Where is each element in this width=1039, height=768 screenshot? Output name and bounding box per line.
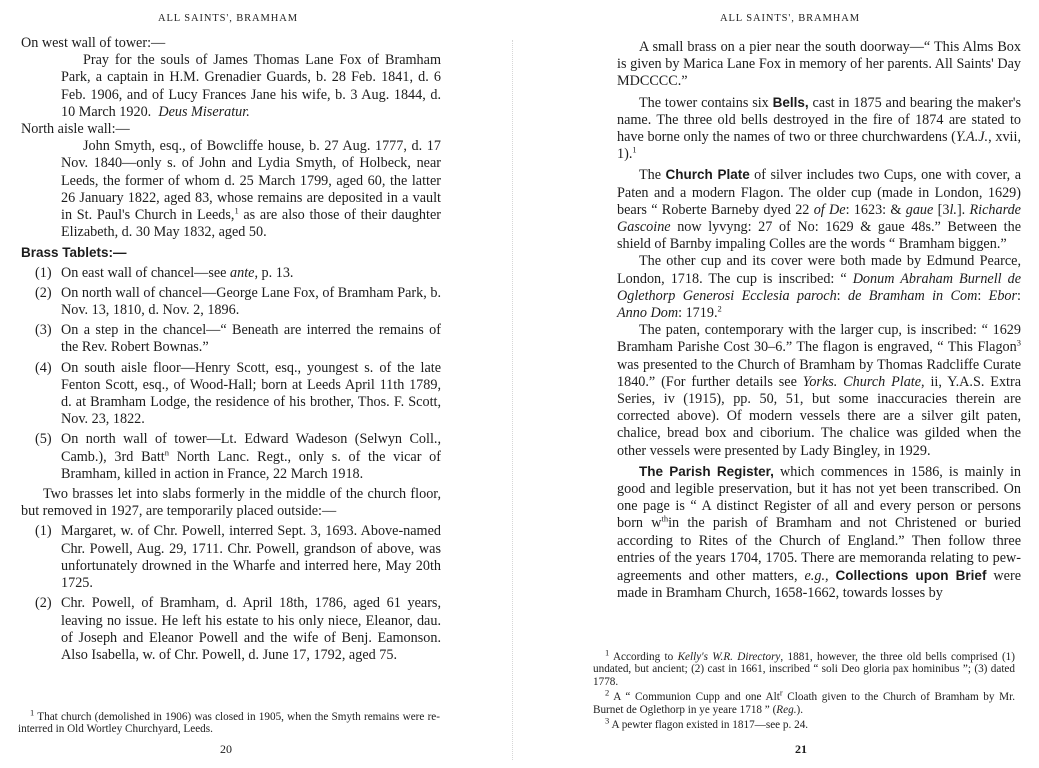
item-text: Chr. Powell, of Bramham, d. April 18th, 1786, aged 61 years, leaving no issue. He left his estate to his only niece, Eleanor, dau. of Joseph and Eleanor Powell and the wife of Benj. Eamonson. Also Isabella, w. of Chr. Powell, d. June 17, 1792, aged 75.: [61, 595, 441, 663]
para-text: ].: [956, 201, 970, 218]
item-number: (1): [35, 264, 52, 281]
para-text: was presented to the Church of Bramham by Thomas Radcliffe Curate 1840.” (For further details see: [617, 356, 1021, 390]
inscription-text: Pray for the souls of James Thomas Lane Fox of Bramham Park, a captain in H.M. Grenadier Guards, b. 28 Feb. 1841, d. 6 Feb. 1906, and of Lucy Frances Jane his wife, b. 3 Aug. 1844, d. 10 March 1920.: [61, 52, 441, 120]
para-italic: Y.A.J.: [955, 129, 989, 146]
footnote-text: ).: [796, 703, 804, 716]
item-text: On a step in the chancel—“ Beneath are interred the remains of the Rev. Robert Bownas.”: [61, 322, 441, 356]
item-text: On east wall of chancel—see: [61, 264, 230, 281]
page-number: 20: [220, 742, 232, 756]
footnote-number: 1: [30, 707, 35, 718]
footnote-text: That church (demolished in 1906) was closed in 1905, when the Smyth remains were re-interred in Old Wortley Churchyard, Leeds.: [18, 711, 440, 736]
para-text: of silver includes two Cups, one with cover, a Paten and a modern Flagon. The older cup (made in London, 1629) bears “ Roberte Barneby dyed 22: [617, 167, 1021, 218]
para-italic: e.g.,: [804, 568, 829, 585]
west-tower-inscription: [21, 52, 441, 121]
item-text: , p. 13.: [254, 264, 294, 281]
alms-box-paragraph: A small brass on a pier near the south doorway—“ This Alms Box is given by Marica Lane Fox in memory of her parents. All Saints' Day MDCCCC.”: [617, 39, 1021, 90]
superscript: r: [779, 687, 783, 698]
item-text: Margaret, w. of Chr. Powell, interred Sept. 3, 1693. Above-named Chr. Powell, Aug. 29, 1711. Chr. Powell, grandson of above, was unfortunately drowned in the Wharfe and interred here, May 20th 1725.: [61, 523, 441, 592]
para-text: The other cup and its cover were both made by Edmund Pearce, London, 1718. The cup is inscribed: “: [617, 253, 1021, 287]
footnote-text: , 1881, however, the three old bells comprised (1) undated, but ancient; (2) cast in 1661, inscribed “ soli Deo gloria pax hominibus ”; (3) dated 1778.: [593, 651, 1015, 688]
para-text: now lyvyng: 27 of No: 1629 & gaue 48s.” Between the shield of Barnby impaling Colles are the words “ Bramham biggen.”: [617, 219, 1021, 253]
north-aisle-inscription: [21, 138, 441, 241]
footnote: [593, 715, 1015, 732]
footnote-text: Cloath given to the Church of Bramham by Mr. Burnet de Oglethorp in ye yeare 1718 ” (: [593, 691, 1015, 716]
north-aisle-heading: North aisle wall:—: [21, 121, 130, 138]
west-tower-heading: On west wall of tower:—: [21, 35, 166, 51]
para-text: The: [639, 167, 666, 184]
para-italic: Donum Abraham Burnell de Oglethorp Generosi Ecclesia paroch: [617, 270, 1021, 304]
parish-register-heading: The Parish Register,: [639, 463, 774, 479]
footnotes: [18, 707, 440, 739]
right-text-block: [617, 39, 1021, 603]
superscript: th: [661, 513, 669, 524]
para-italic: of De: [813, 201, 846, 218]
footnote-italic: Reg.: [776, 703, 797, 716]
para-italic: l.: [949, 201, 957, 218]
slab-item: [21, 523, 441, 592]
item-text: On north wall of tower—Lt. Edward Wadeson (Selwyn Coll., Camb.), 3rd Batt: [61, 431, 441, 465]
para-text: , xvii, 1).: [617, 129, 1021, 163]
bells-heading: Bells,: [772, 94, 809, 110]
church-plate-paragraph: [617, 166, 1021, 253]
para-italic: Richarde Gascoine: [617, 201, 1021, 236]
item-number: (2): [35, 595, 52, 612]
item-number: (5): [35, 431, 52, 448]
footnote: [593, 647, 1015, 688]
para-text: The paten, contemporary with the larger cup, is inscribed: “ 1629 Bramham Parishe Cost 30–6.” The flagon is engraved, “ This Flagon: [617, 322, 1021, 356]
footnote-ref[interactable]: 3: [1016, 337, 1021, 348]
parish-register-paragraph: [617, 463, 1021, 603]
item-number: (2): [35, 284, 52, 301]
footnotes: [593, 647, 1015, 734]
footnote-number: 2: [605, 687, 610, 698]
para-italic: Ebor: [988, 287, 1018, 304]
item-text: North Lanc. Regt., only s. of the vicar of Bramham, killed in action in France, 22 March 1918.: [61, 448, 441, 482]
para-text: :: [836, 287, 848, 304]
para-italic: gaue: [905, 201, 934, 218]
brass-tablet-item: [21, 265, 441, 282]
item-text: On south aisle floor—Henry Scott, esq., youngest s. of the late Fenton Scott, esq., of Wood-Hall; born at Leeds April 11th 1789, d. at Bramham Lodge, the residence of his brother, Thos. F. Scott, Nov. 23, 1822.: [61, 359, 441, 428]
left-text-block: [21, 35, 441, 664]
paten-paragraph: [617, 322, 1021, 460]
brass-tablet-item: [21, 322, 441, 356]
right-page: [520, 0, 1039, 768]
footnote-text: According to: [612, 651, 678, 663]
footnote-ref[interactable]: 1: [234, 205, 239, 216]
para-text: : 1719.: [678, 305, 718, 322]
para-italic: Anno Dom: [617, 305, 679, 322]
brass-tablets-heading: Brass Tablets:—: [21, 245, 127, 261]
para-text: , ii, Y.A.S. Extra Series, iv (1915), pp. 50, 51, but some inaccuracies therein are corrected above). Of modern vessels there are a silver gilt paten, chalice, bread box and ciborium. The chalice was gilded when the other vessels were presented by Lady Bingley, in 1929.: [617, 373, 1021, 459]
para-text: [829, 568, 836, 584]
collections-heading: Collections upon Brief: [835, 568, 987, 584]
brass-tablet-item: [21, 360, 441, 429]
para-text: were made in Bramham Church, 1658-1662, towards losses by: [617, 568, 1021, 602]
brass-tablet-item: [21, 431, 441, 483]
footnote-ref[interactable]: 2: [717, 303, 722, 314]
para-text: [3: [933, 201, 950, 218]
item-italic: ante: [230, 264, 255, 281]
para-text: :: [977, 287, 989, 304]
footnote: [18, 707, 440, 736]
item-text: On north wall of chancel—George Lane Fox, of Bramham Park, b. Nov. 13, 1810, d. Nov. 2, 1896.: [61, 284, 441, 319]
para-italic: de Bramham in Com: [848, 287, 978, 304]
para-text: :: [1017, 287, 1021, 304]
item-number: (1): [35, 523, 52, 540]
footnote-text: A “ Communion Cupp and one Alt: [613, 691, 780, 704]
item-number: (4): [35, 359, 52, 376]
para-text: which commences in 1586, is mainly in good and legible preservation, but it has not yet been transcribed. On one page is “ A distinct Register of all and every person or persons born w: [617, 463, 1021, 532]
footnote-number: 1: [605, 647, 610, 658]
para-text: The tower contains six: [639, 94, 773, 111]
bells-paragraph: [617, 94, 1021, 164]
footnote: [593, 687, 1015, 716]
inscription-text: John Smyth, esq., of Bowcliffe house, b. 27 Aug. 1777, d. 17 Nov. 1840—only s. of John and Lydia Smyth, of Holbeck, near Leeds, the former of whom d. 25 March 1799, aged 60, the latter 26 January 1822, aged 83, whose remains are deposited in a vault in St. Paul's Church in Leeds,: [61, 138, 441, 224]
para-text: : 1623: &: [845, 201, 906, 218]
running-head: ALL SAINTS', BRAMHAM: [720, 13, 860, 24]
item-number: (3): [35, 322, 52, 339]
inscription-italic: Deus Miseratur.: [158, 103, 250, 120]
slabs-intro: Two brasses let into slabs formerly in the middle of the church floor, but removed in 1927, are temporarily placed outside:—: [21, 486, 441, 520]
page-number: 21: [795, 742, 807, 756]
slab-item: [21, 595, 441, 664]
footnote-number: 3: [605, 715, 610, 726]
footnote-text: A pewter flagon existed in 1817—see p. 24.: [611, 719, 809, 732]
inscription-text: as are also those of their daughter Elizabeth, d. 30 May 1832, aged 50.: [61, 207, 441, 241]
para-text: in the parish of Bramham and not Christened or buried according to Rites of the Church of England.” Then follow three entries of the years 1704, 1705. There are memoranda relating to pew-agreements and other matters,: [617, 515, 1021, 585]
brass-tablet-item: [21, 285, 441, 319]
footnote-ref[interactable]: 1: [632, 144, 637, 155]
para-text: cast in 1875 and bearing the maker's name. The three old bells destroyed in the fire of 1874 are stated to have borne only the names of two or three churchwardens (: [617, 94, 1021, 146]
church-plate-heading: Church Plate: [665, 167, 750, 183]
other-cup-paragraph: [617, 253, 1021, 322]
para-italic: Yorks. Church Plate: [802, 373, 922, 390]
running-head: ALL SAINTS', BRAMHAM: [158, 13, 298, 24]
superscript: n: [164, 446, 169, 457]
footnote-italic: Kelly's W.R. Directory: [677, 651, 781, 663]
